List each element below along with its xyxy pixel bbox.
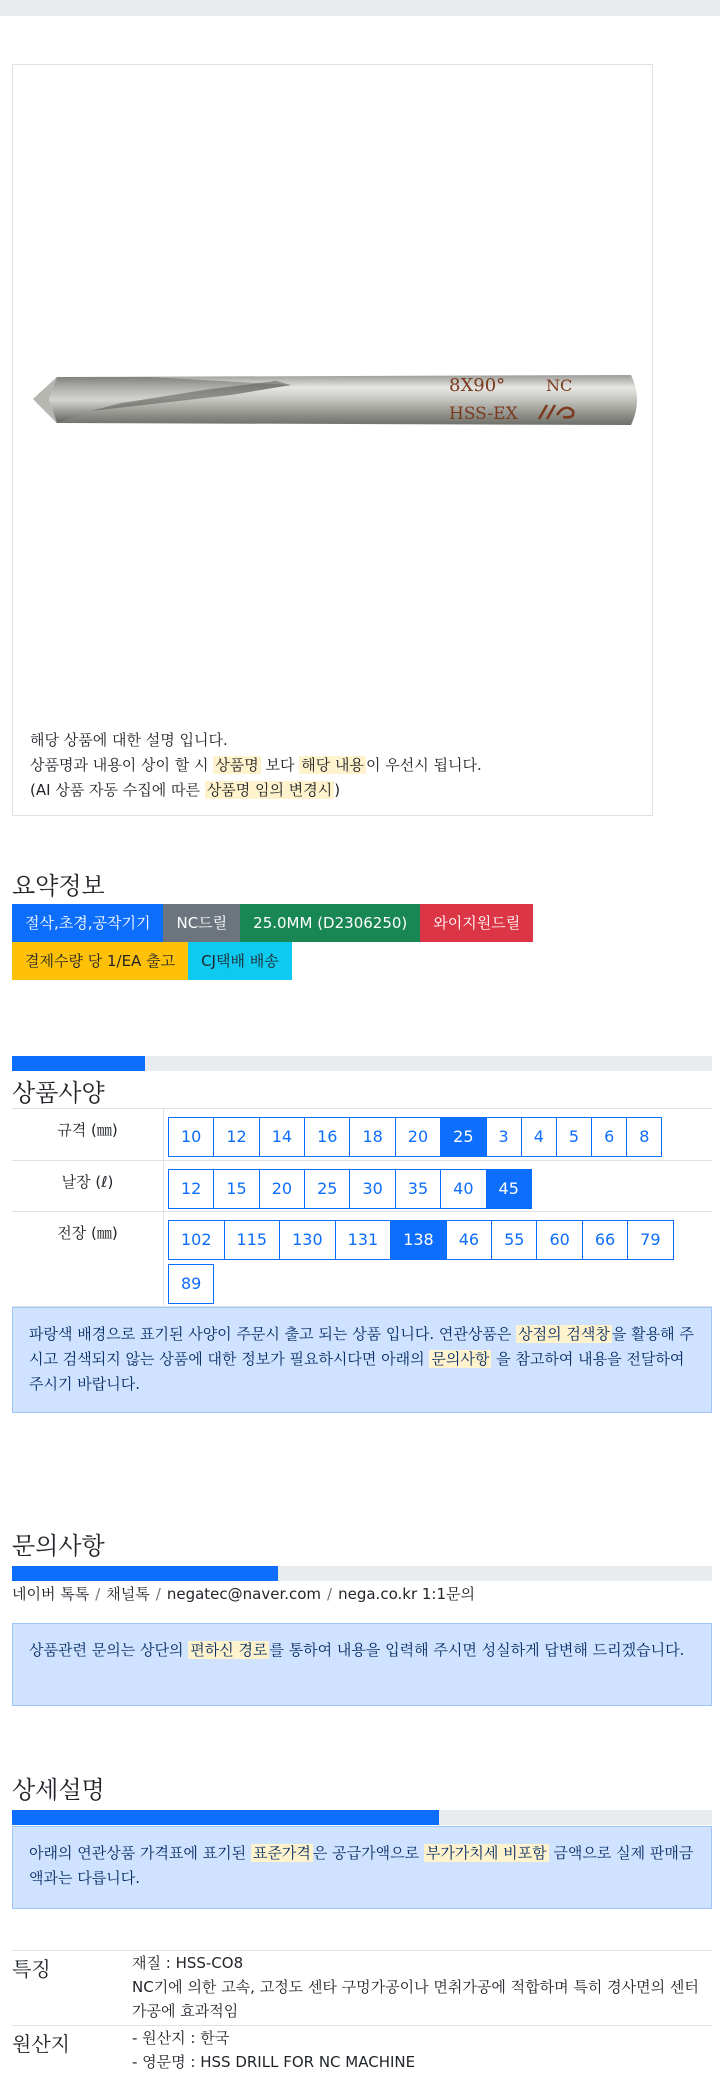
spec-option[interactable]: 55 (491, 1220, 537, 1260)
badge-shipping[interactable]: CJ택배 배송 (188, 942, 292, 980)
product-image-panel (12, 64, 653, 816)
summary-badges (12, 904, 712, 980)
spec-option[interactable]: 66 (582, 1220, 628, 1260)
spec-option[interactable]: 4 (521, 1117, 557, 1157)
spec-row-flute-length (12, 1160, 712, 1211)
spec-option[interactable]: 15 (213, 1169, 259, 1209)
feature-line: - 영문명 : HSS DRILL FOR NC MACHINE (132, 2053, 416, 2071)
naver-talktalk-link[interactable]: 네이버 톡톡 (12, 1585, 90, 1603)
spec-option[interactable]: 79 (627, 1220, 673, 1260)
spec-notice: 파랑색 배경으로 표기된 사양이 주문시 출고 되는 상품 입니다. 연관상품은 상점의 검색창 을 활용해 주시고 검색되지 않는 상품에 대한 정보가 필요하시다면 아래의 문의사항 을 참고하여 내용을 전달하여 주시기 바랍니다. (12, 1307, 712, 1413)
svg-text:8X90°: 8X90° (449, 375, 506, 396)
spec-option[interactable]: 130 (279, 1220, 336, 1260)
inquiry-notice: 상품관련 문의는 상단의 편하신 경로 를 통하여 내용을 입력해 주시면 성실하게 답변해 드리겠습니다. (12, 1623, 712, 1706)
spec-option[interactable]: 6 (591, 1117, 627, 1157)
spec-option[interactable]: 10 (168, 1117, 214, 1157)
spec-option[interactable]: 5 (556, 1117, 592, 1157)
spec-table (12, 1108, 712, 1307)
spec-option-selected[interactable]: 25 (440, 1117, 486, 1157)
badge-size[interactable]: 25.0MM (D2306250) (240, 904, 420, 942)
spec-option[interactable]: 30 (349, 1169, 395, 1209)
spec-option[interactable]: 14 (259, 1117, 305, 1157)
spec-option[interactable]: 20 (259, 1169, 305, 1209)
summary-title: 요약정보 (12, 872, 105, 900)
spec-option[interactable]: 25 (304, 1169, 350, 1209)
spec-option[interactable]: 131 (335, 1220, 392, 1260)
spec-option[interactable]: 60 (536, 1220, 582, 1260)
spec-values-total-length (164, 1212, 712, 1306)
feature-label: 원산지 (12, 2032, 70, 2056)
detail-notice: 아래의 연관상품 가격표에 표기된 표준가격 은 공급가액으로 부가가치세 비포함 금액으로 실제 판매금액과는 다릅니다. (12, 1826, 712, 1909)
drill-product-image (31, 355, 641, 445)
svg-text:NC: NC (546, 376, 573, 395)
feature-line: NC기에 의한 고속, 고정도 센타 구멍가공이나 면취가공에 적합하며 특히 경사면의 센터가공에 효과적임 (132, 1978, 699, 2020)
channel-talk-link[interactable]: 채널톡 (106, 1585, 150, 1603)
badge-category[interactable]: 절삭,초경,공작기기 (12, 904, 163, 942)
inquiry-title: 문의사항 (12, 1532, 105, 1560)
spec-option[interactable]: 12 (168, 1169, 214, 1209)
spec-option[interactable]: 40 (440, 1169, 486, 1209)
spec-option-selected[interactable]: 45 (486, 1169, 532, 1209)
feature-line: - 원산지 : 한국 (132, 2029, 230, 2047)
feature-row-characteristics (12, 1950, 712, 2023)
spec-option[interactable]: 35 (395, 1169, 441, 1209)
spec-values-diameter (164, 1109, 712, 1160)
spec-values-flute-length (164, 1161, 712, 1211)
feature-label: 특징 (12, 1957, 51, 1981)
spec-option[interactable]: 8 (626, 1117, 662, 1157)
spec-option-selected[interactable]: 138 (390, 1220, 447, 1260)
spec-label: 날장 (ℓ) (12, 1161, 164, 1211)
spec-label: 전장 (㎜) (12, 1212, 164, 1306)
badge-type[interactable]: NC드릴 (163, 904, 240, 942)
spec-option[interactable]: 115 (224, 1220, 281, 1260)
spec-option[interactable]: 3 (486, 1117, 522, 1157)
detail-progress-bar (12, 1810, 712, 1825)
badge-quantity[interactable]: 결제수량 당 1/EA 출고 (12, 942, 188, 980)
spec-option[interactable]: 20 (395, 1117, 441, 1157)
contact-links: 네이버 톡톡 / 채널톡 / negatec@naver.com / nega.co.kr 1:1문의 (12, 1585, 475, 1603)
inquiry-progress-bar (12, 1566, 712, 1581)
spec-row-total-length (12, 1211, 712, 1307)
svg-text:HSS-EX: HSS-EX (449, 404, 518, 424)
spec-option[interactable]: 102 (168, 1220, 225, 1260)
spec-title: 상품사양 (12, 1079, 105, 1107)
spec-option[interactable]: 12 (213, 1117, 259, 1157)
spec-option[interactable]: 46 (446, 1220, 492, 1260)
site-inquiry-link[interactable]: nega.co.kr 1:1문의 (338, 1585, 475, 1603)
spec-progress-bar (12, 1056, 712, 1071)
spec-option[interactable]: 18 (349, 1117, 395, 1157)
detail-title: 상세설명 (12, 1776, 105, 1804)
image-description: 해당 상품에 대한 설명 입니다. 상품명과 내용이 상이 할 시 상품명 보다 해당 내용 이 우선시 됩니다. (AI 상품 자동 수집에 따른 상품명 임의 변경시 ) (30, 731, 482, 799)
spec-option[interactable]: 89 (168, 1264, 214, 1304)
spec-row-diameter (12, 1108, 712, 1160)
feature-row-origin (12, 2025, 712, 2074)
email-link[interactable]: negatec@naver.com (166, 1585, 322, 1603)
spec-option[interactable]: 16 (304, 1117, 350, 1157)
spec-label: 규격 (㎜) (12, 1109, 164, 1160)
top-bar (0, 0, 720, 16)
feature-line: 재질 : HSS-CO8 (132, 1954, 244, 1972)
badge-brand[interactable]: 와이지원드릴 (420, 904, 533, 942)
